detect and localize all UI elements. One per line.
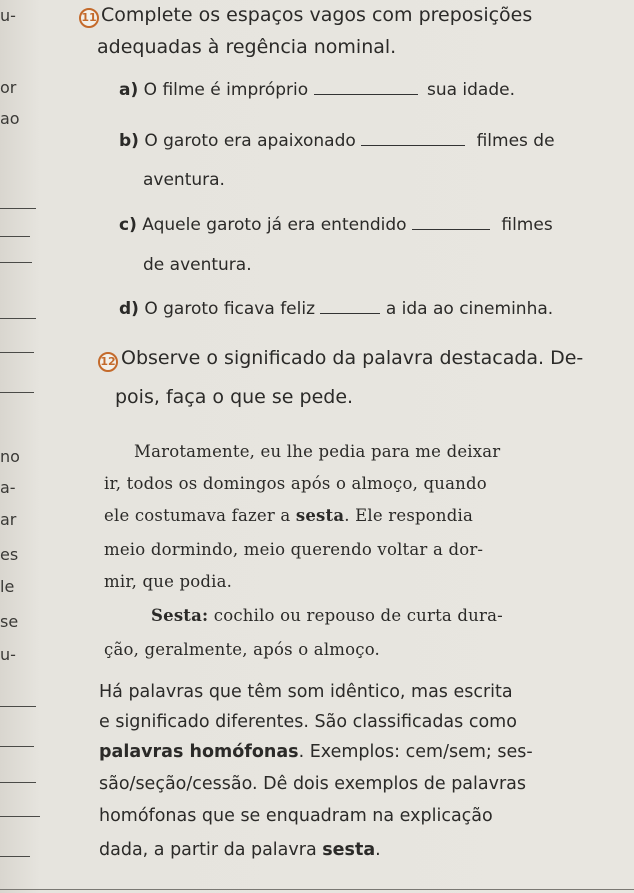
margin-scribble bbox=[0, 746, 34, 747]
margin-fragment: u- bbox=[0, 6, 16, 25]
answer-blank[interactable] bbox=[320, 312, 380, 314]
item-text: O garoto era apaixonado bbox=[144, 131, 356, 151]
margin-fragment: or bbox=[0, 78, 17, 97]
explanation-line: palavras homófonas. Exemplos: cem/sem; ses- bbox=[99, 742, 533, 762]
bold-term: palavras homófonas bbox=[99, 742, 299, 762]
margin-scribble bbox=[0, 318, 36, 319]
margin-scribble bbox=[0, 782, 36, 783]
margin-scribble bbox=[0, 236, 30, 237]
question-title: Observe o significado da palavra destacada. De- bbox=[121, 347, 584, 369]
explanation-line: são/seção/cessão. Dê dois exemplos de palavras bbox=[99, 774, 527, 794]
exercise-item-b bbox=[119, 131, 555, 151]
item-text: O filme é impróprio bbox=[143, 80, 309, 100]
margin-scribble bbox=[0, 208, 36, 209]
question-number-badge: 12 bbox=[98, 352, 118, 372]
definition-term: Sesta: bbox=[151, 606, 209, 625]
passage-line: ele costumava fazer a sesta. Ele respondia bbox=[104, 506, 473, 525]
exercise-item-d bbox=[119, 299, 553, 319]
explanation-line: e significado diferentes. São classificadas como bbox=[99, 712, 517, 732]
item-letter: c) bbox=[119, 215, 137, 235]
answer-blank[interactable] bbox=[361, 144, 465, 146]
margin-fragment: le bbox=[0, 577, 15, 596]
item-text: sua idade. bbox=[426, 80, 516, 100]
item-text: Aquele garoto já era entendido bbox=[142, 215, 407, 235]
margin-scribble bbox=[0, 262, 32, 263]
margin-fragment: se bbox=[0, 612, 19, 631]
margin-fragment: ao bbox=[0, 109, 20, 128]
margin-fragment: no bbox=[0, 447, 20, 466]
explanation-line: Há palavras que têm som idêntico, mas escrita bbox=[99, 682, 513, 702]
item-letter: a) bbox=[119, 80, 139, 100]
margin-scribble bbox=[0, 392, 34, 393]
question-title: pois, faça o que se pede. bbox=[115, 386, 354, 408]
margin-fragment: ar bbox=[0, 510, 17, 529]
passage-line: Marotamente, eu lhe pedia para me deixar bbox=[134, 442, 501, 461]
page-bottom-edge bbox=[0, 889, 634, 890]
item-continuation: de aventura. bbox=[143, 255, 252, 275]
explanation-line: homófonas que se enquadram na explicação bbox=[99, 806, 493, 826]
highlighted-word: sesta bbox=[295, 506, 345, 525]
question-title: adequadas à regência nominal. bbox=[97, 36, 397, 58]
margin-fragment: a- bbox=[0, 478, 16, 497]
margin-scribble bbox=[0, 352, 34, 353]
item-letter: d) bbox=[119, 299, 139, 319]
item-text: O garoto ficava feliz bbox=[144, 299, 316, 319]
item-letter: b) bbox=[119, 131, 139, 151]
margin-scribble bbox=[0, 706, 36, 707]
margin-scribble bbox=[0, 816, 40, 817]
item-continuation: aventura. bbox=[143, 170, 225, 190]
answer-blank[interactable] bbox=[314, 93, 418, 95]
margin-fragment: es bbox=[0, 545, 19, 564]
exercise-item-a bbox=[119, 80, 515, 100]
passage-line: mir, que podia. bbox=[104, 572, 233, 591]
margin-scribble bbox=[0, 856, 30, 857]
margin-fragment: u- bbox=[0, 645, 16, 664]
passage-line: ir, todos os domingos após o almoço, quando bbox=[104, 474, 487, 493]
exercise-item-c bbox=[119, 215, 553, 235]
question-number-badge: 11 bbox=[79, 8, 99, 28]
explanation-line: dada, a partir da palavra sesta. bbox=[99, 840, 381, 860]
passage-line: meio dormindo, meio querendo voltar a dor- bbox=[104, 540, 484, 559]
definition-line: Sesta: cochilo ou repouso de curta dura- bbox=[151, 606, 503, 625]
item-text: filmes bbox=[501, 215, 553, 235]
bold-term: sesta bbox=[322, 840, 376, 860]
item-text: filmes de bbox=[476, 131, 555, 151]
item-text: a ida ao cineminha. bbox=[385, 299, 554, 319]
answer-blank[interactable] bbox=[412, 228, 490, 230]
definition-line: ção, geralmente, após o almoço. bbox=[104, 640, 381, 659]
question-title: Complete os espaços vagos com preposições bbox=[101, 4, 533, 26]
